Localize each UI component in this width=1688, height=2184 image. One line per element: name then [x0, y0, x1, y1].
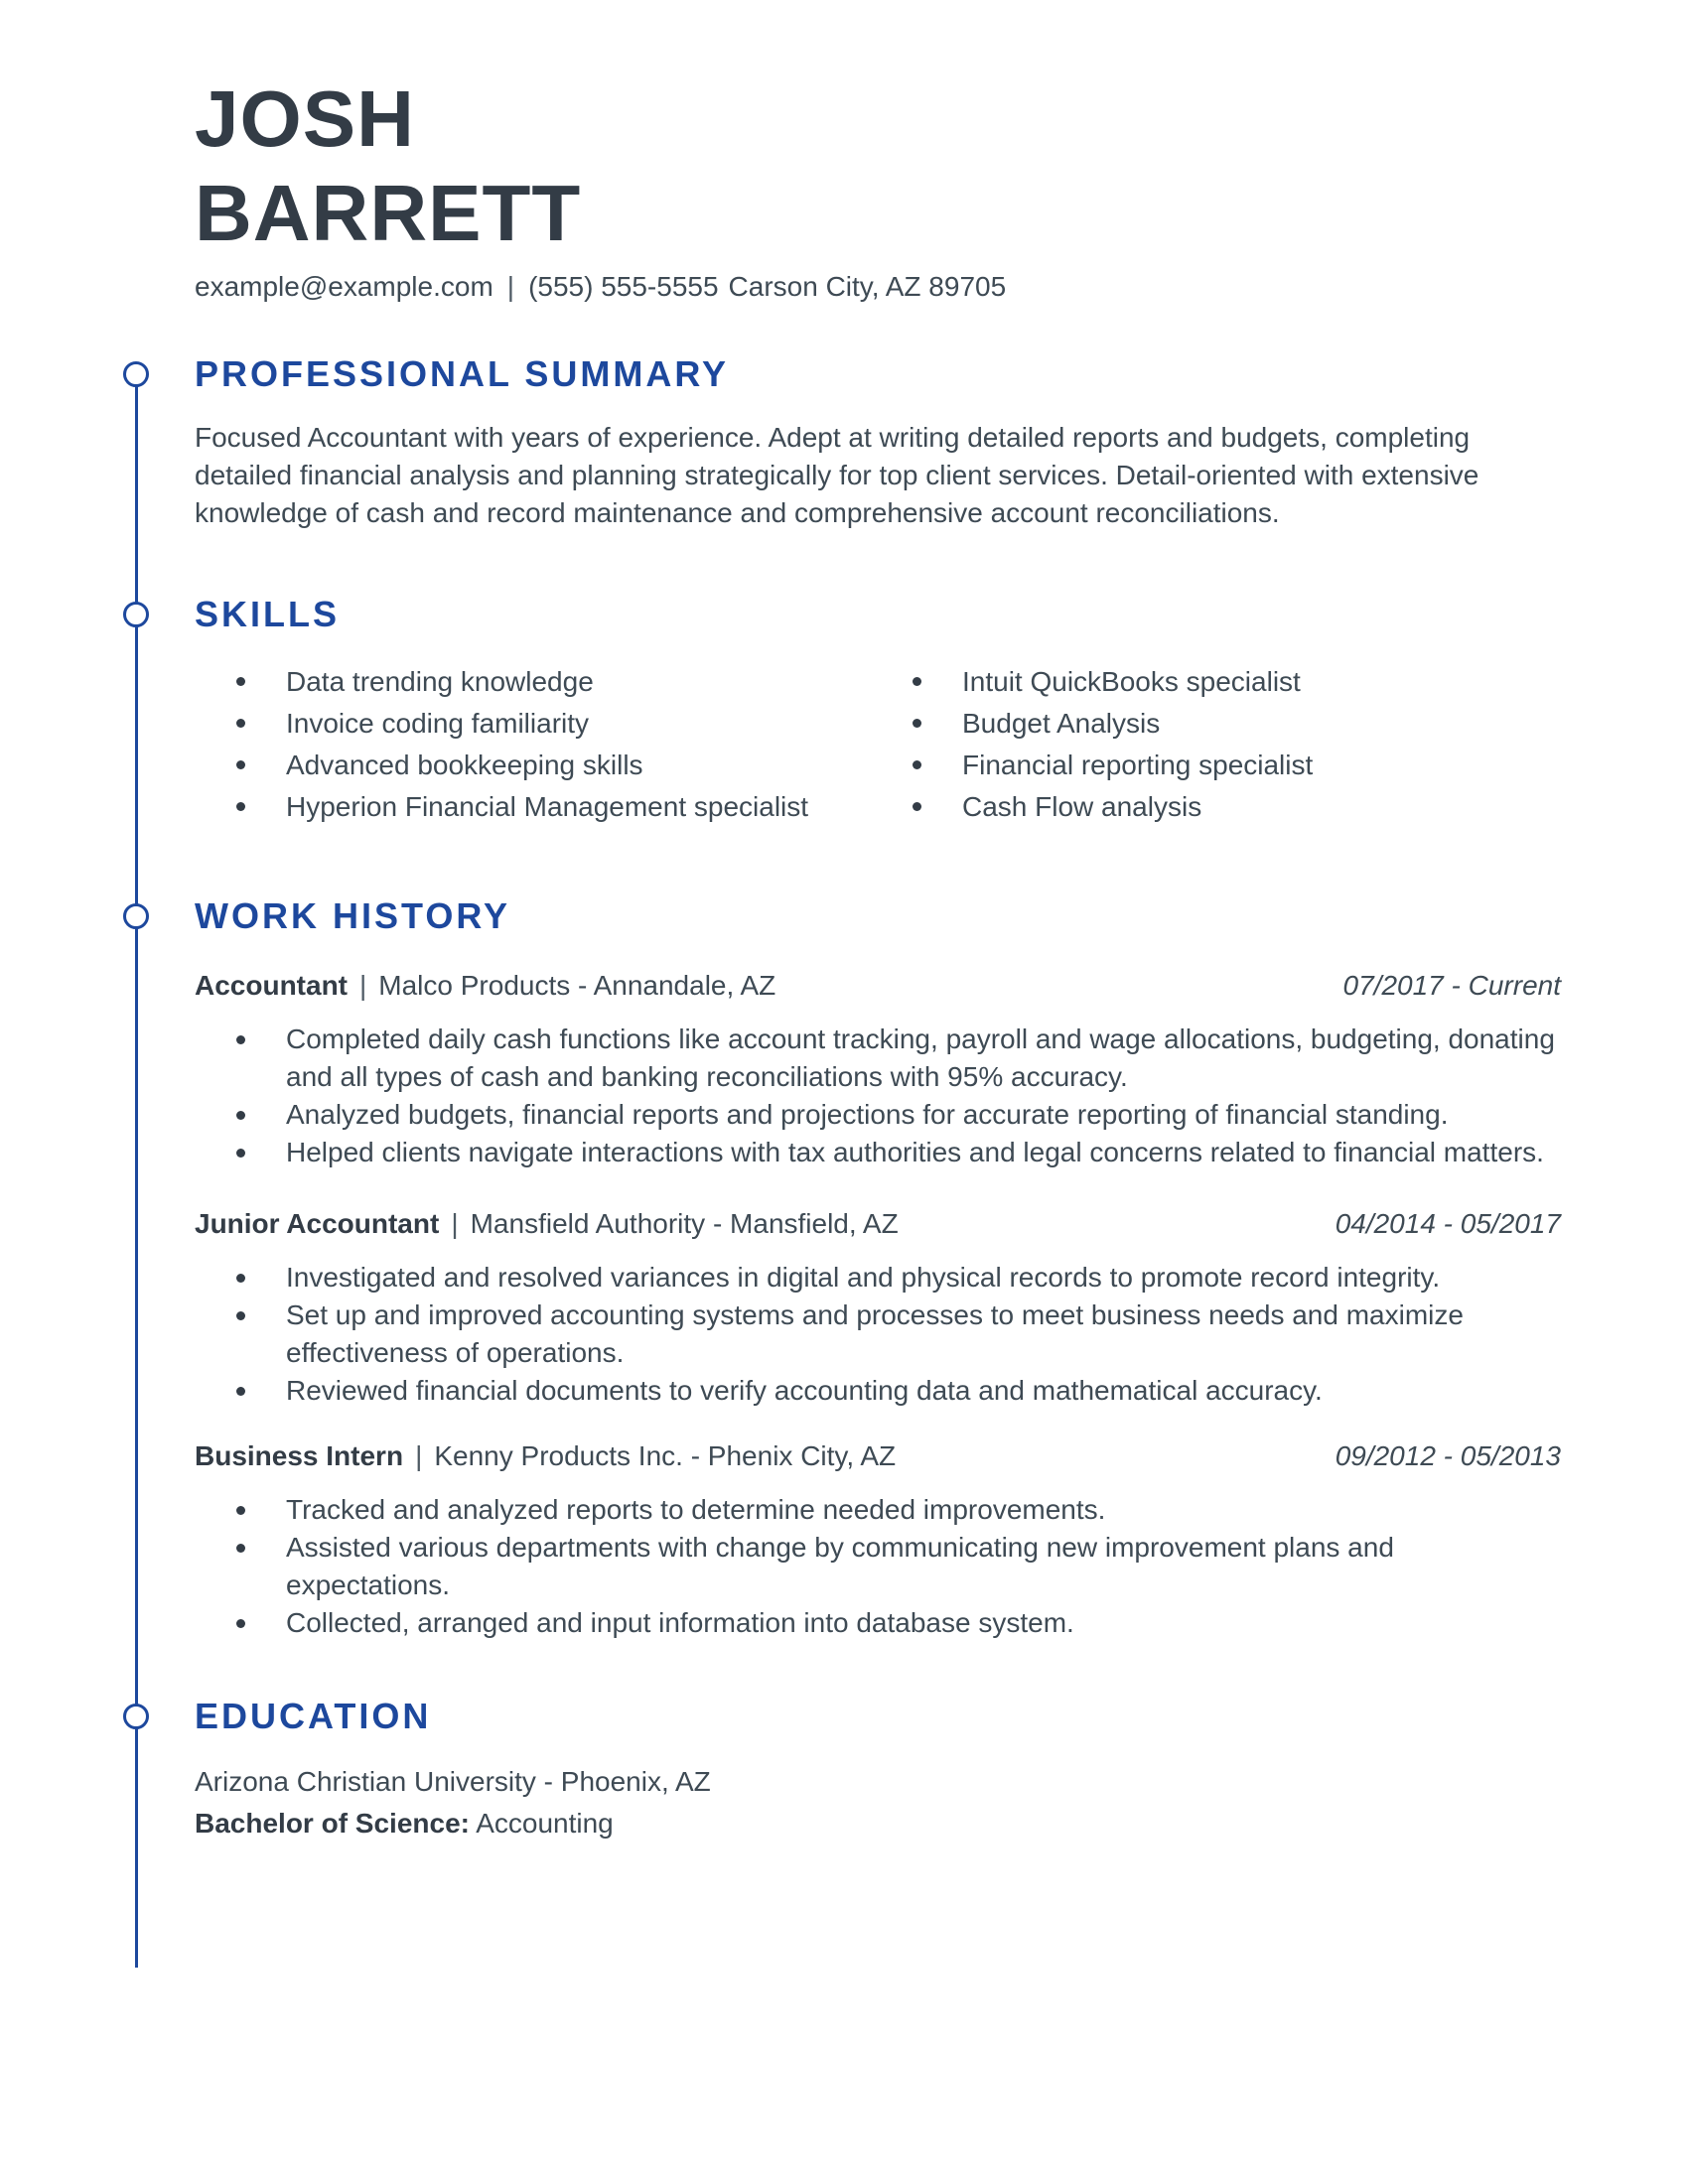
job-bullet-text: Tracked and analyzed reports to determine needed improvements.: [286, 1494, 1106, 1525]
last-name: BARRETT: [195, 169, 582, 257]
skills-columns: [195, 667, 1561, 834]
summary-text: Focused Accountant with years of experience. Adept at writing detailed reports and budgets, completing detailed financial analysis and planning strategically for top client services. Detail-oriented with extensive knowledge of cash and record maintenance and comprehensive account reconciliations.: [195, 422, 1479, 528]
skill-item: [962, 667, 1561, 697]
bullet-icon: [913, 677, 921, 686]
job-bullet: [286, 1604, 1561, 1642]
section-professional-summary: [195, 355, 1561, 532]
skill-item: [286, 667, 871, 697]
job-bullet-text: Set up and improved accounting systems and processes to meet business needs and maximize effectiveness of operations.: [286, 1299, 1464, 1368]
resume-content: [195, 0, 1561, 1843]
bullet-icon: [236, 1035, 245, 1044]
job-bullet-text: Investigated and resolved variances in digital and physical records to promote record integrity.: [286, 1262, 1441, 1293]
bullet-icon: [236, 1387, 245, 1396]
job-bullet-list: [195, 1259, 1561, 1410]
job-company-location: Mansfield Authority - Mansfield, AZ: [470, 1208, 899, 1239]
job-title-line: [195, 1439, 896, 1473]
bullet-icon: [236, 1274, 245, 1283]
skill-label: Financial reporting specialist: [962, 750, 1314, 780]
section-work-history: [195, 897, 1561, 1642]
skill-label: Invoice coding familiarity: [286, 708, 590, 739]
education-degree-value: Accounting: [476, 1808, 614, 1839]
job-title: Accountant: [195, 970, 348, 1001]
skill-label: Data trending knowledge: [286, 666, 594, 697]
bullet-icon: [236, 802, 245, 811]
job-entry: [195, 1439, 1561, 1642]
section-title-education: [195, 1698, 1561, 1735]
bullet-icon: [236, 719, 245, 728]
resume-header: [195, 71, 1561, 304]
bullet-icon: [236, 1311, 245, 1320]
job-separator: |: [415, 1440, 423, 1471]
skills-column-left: [195, 667, 871, 834]
job-entry: [195, 1207, 1561, 1410]
bullet-icon: [236, 1149, 245, 1158]
contact-line: [195, 270, 1561, 304]
skill-item: [286, 792, 871, 822]
job-separator: |: [359, 970, 367, 1001]
timeline-node-icon: [123, 903, 149, 929]
job-bullet: [286, 1259, 1561, 1297]
job-bullet-list: [195, 1491, 1561, 1642]
skill-label: Intuit QuickBooks specialist: [962, 666, 1301, 697]
job-bullet-text: Completed daily cash functions like account tracking, payroll and wage allocations, budgeting, donating and all types of cash and banking reconciliations with 95% accuracy.: [286, 1024, 1555, 1092]
first-name: JOSH: [195, 74, 415, 163]
section-title-text: PROFESSIONAL SUMMARY: [195, 353, 730, 394]
job-bullet-text: Reviewed financial documents to verify accounting data and mathematical accuracy.: [286, 1375, 1323, 1406]
skill-label: Advanced bookkeeping skills: [286, 750, 643, 780]
contact-location: Carson City, AZ 89705: [728, 271, 1007, 302]
bullet-icon: [236, 1619, 245, 1628]
section-title-skills: [195, 596, 1561, 633]
education-degree-label: Bachelor of Science: [195, 1808, 461, 1839]
education-degree-line: [195, 1805, 1561, 1843]
job-title: Business Intern: [195, 1440, 404, 1471]
skill-item: [962, 751, 1561, 780]
job-bullet: [286, 1021, 1561, 1096]
bullet-icon: [236, 1544, 245, 1553]
job-header: [195, 969, 1561, 1003]
job-bullet: [286, 1134, 1561, 1171]
education-school: Arizona Christian University - Phoenix, AZ: [195, 1766, 711, 1797]
bullet-icon: [913, 719, 921, 728]
section-title-professional-summary: [195, 355, 1561, 393]
skills-column-right: [871, 667, 1561, 834]
education-degree-separator: :: [460, 1808, 470, 1839]
bullet-icon: [236, 677, 245, 686]
job-dates: 04/2014 - 05/2017: [1335, 1208, 1561, 1239]
job-dates: 09/2012 - 05/2013: [1335, 1440, 1561, 1471]
section-title-text: WORK HISTORY: [195, 895, 511, 936]
timeline-node-icon: [123, 602, 149, 627]
job-dates: 07/2017 - Current: [1342, 970, 1561, 1001]
section-education: [195, 1698, 1561, 1843]
timeline-node-icon: [123, 1704, 149, 1729]
contact-phone: (555) 555-5555: [528, 271, 719, 302]
name-heading: [195, 71, 1561, 260]
skill-label: Cash Flow analysis: [962, 791, 1202, 822]
job-header: [195, 1439, 1561, 1473]
bullet-icon: [913, 760, 921, 769]
bullet-icon: [236, 760, 245, 769]
skill-label: Hyperion Financial Management specialist: [286, 791, 809, 822]
skill-item: [962, 709, 1561, 739]
contact-separator: |: [506, 271, 515, 302]
section-title-text: SKILLS: [195, 594, 341, 634]
skill-label: Budget Analysis: [962, 708, 1161, 739]
timeline-node-icon: [123, 361, 149, 387]
job-bullet-text: Collected, arranged and input information into database system.: [286, 1607, 1074, 1638]
job-bullet: [286, 1372, 1561, 1410]
job-company-location: Kenny Products Inc. - Phenix City, AZ: [434, 1440, 897, 1471]
job-bullet-text: Assisted various departments with change by communicating new improvement plans and expectations.: [286, 1532, 1394, 1600]
job-bullet: [286, 1491, 1561, 1529]
job-entry: [195, 969, 1561, 1171]
job-header: [195, 1207, 1561, 1241]
job-bullet-list: [195, 1021, 1561, 1171]
section-title-work-history: [195, 897, 1561, 935]
job-bullet: [286, 1096, 1561, 1134]
skill-item: [286, 751, 871, 780]
section-title-text: EDUCATION: [195, 1696, 432, 1736]
job-title: Junior Accountant: [195, 1208, 440, 1239]
job-company-location: Malco Products - Annandale, AZ: [378, 970, 776, 1001]
skill-item: [962, 792, 1561, 822]
job-title-line: [195, 1207, 899, 1241]
job-bullet: [286, 1529, 1561, 1604]
skill-item: [286, 709, 871, 739]
bullet-icon: [236, 1506, 245, 1515]
bullet-icon: [913, 802, 921, 811]
job-separator: |: [451, 1208, 459, 1239]
job-bullet: [286, 1297, 1561, 1372]
job-bullet-text: Helped clients navigate interactions with tax authorities and legal concerns related to financial matters.: [286, 1137, 1544, 1167]
contact-email: example@example.com: [195, 271, 493, 302]
bullet-icon: [236, 1111, 245, 1120]
job-bullet-text: Analyzed budgets, financial reports and projections for accurate reporting of financial standing.: [286, 1099, 1449, 1130]
section-skills: [195, 596, 1561, 834]
job-title-line: [195, 969, 775, 1003]
